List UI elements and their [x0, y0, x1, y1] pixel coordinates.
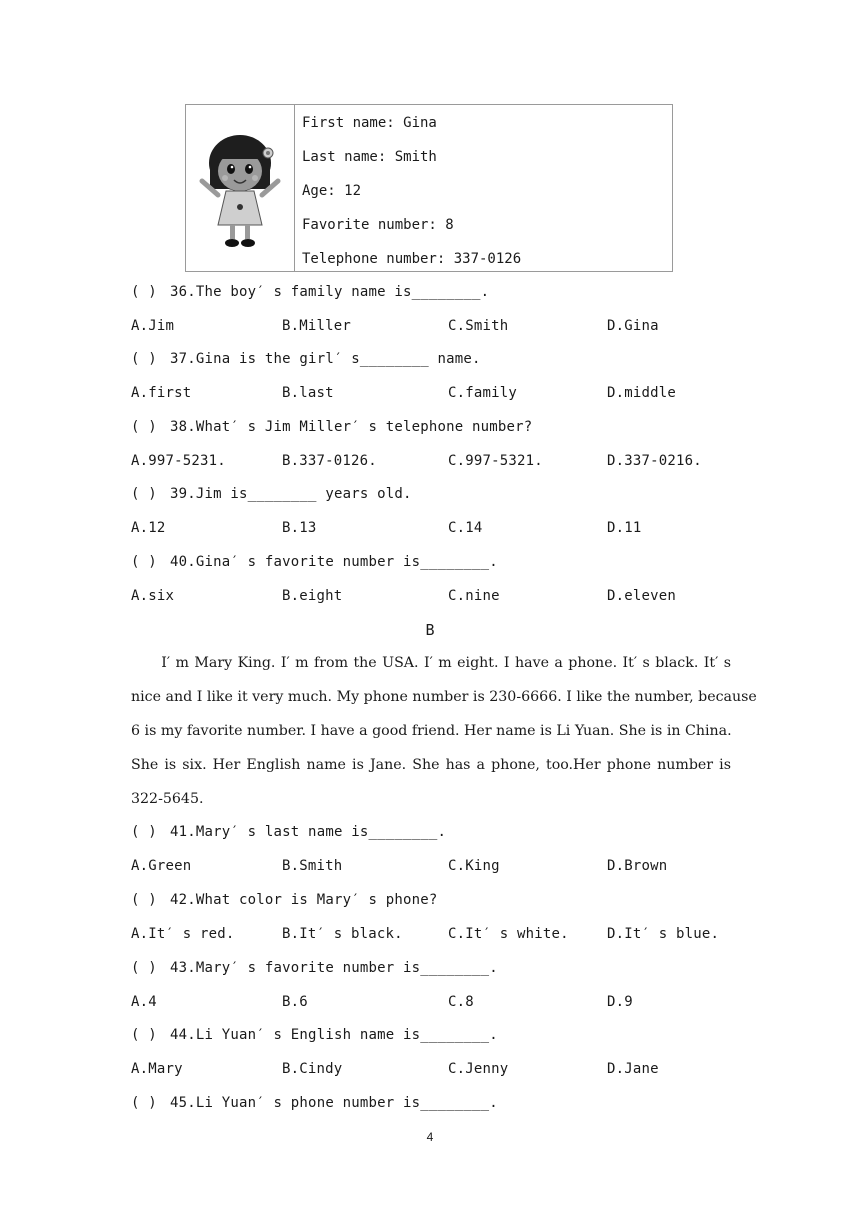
- option-d[interactable]: D.Gina: [607, 318, 659, 334]
- option-d[interactable]: D.337-0216.: [607, 453, 702, 469]
- favorite-number-line: Favorite number: 8: [302, 217, 454, 233]
- option-b[interactable]: B.Cindy: [282, 1061, 343, 1077]
- option-d[interactable]: D.Jane: [607, 1061, 659, 1077]
- option-c[interactable]: C.nine: [448, 588, 500, 604]
- question-text: 38.What′ s Jim Miller′ s telephone number?: [170, 419, 533, 435]
- option-c[interactable]: C.14: [448, 520, 483, 536]
- option-a[interactable]: A.Jim: [131, 318, 175, 334]
- girl-illustration: [186, 105, 295, 271]
- question-text: 39.Jim is________ years old.: [170, 486, 412, 502]
- reading-passage: [131, 646, 757, 816]
- passage-line: She is six. Her English name is Jane. She has a phone, too.Her phone number is: [131, 757, 731, 773]
- option-b[interactable]: B.337-0126.: [282, 453, 377, 469]
- option-a[interactable]: A.Mary: [131, 1061, 183, 1077]
- option-c[interactable]: C.997-5321.: [448, 453, 543, 469]
- option-a[interactable]: A.Green: [131, 858, 192, 874]
- passage-line: nice and I like it very much. My phone number is 230-6666. I like the number, because: [131, 689, 757, 705]
- option-d[interactable]: D.eleven: [607, 588, 677, 604]
- option-a[interactable]: A.first: [131, 385, 192, 401]
- option-d[interactable]: D.It′ s blue.: [607, 926, 720, 942]
- option-a[interactable]: A.4: [131, 994, 157, 1010]
- answer-blank[interactable]: ( ): [131, 960, 157, 976]
- last-name-line: Last name: Smith: [302, 149, 437, 165]
- answer-blank[interactable]: ( ): [131, 351, 157, 367]
- option-c[interactable]: C.Jenny: [448, 1061, 509, 1077]
- page-number: 4: [426, 1130, 434, 1144]
- telephone-number-line: Telephone number: 337-0126: [302, 251, 522, 267]
- option-d[interactable]: D.9: [607, 994, 633, 1010]
- option-a[interactable]: A.six: [131, 588, 175, 604]
- question-text: 41.Mary′ s last name is________.: [170, 824, 447, 840]
- first-name-line: First name: Gina: [302, 115, 437, 131]
- option-c[interactable]: C.It′ s white.: [448, 926, 569, 942]
- question-text: 44.Li Yuan′ s English name is________.: [170, 1027, 498, 1043]
- question-text: 45.Li Yuan′ s phone number is________.: [170, 1095, 498, 1111]
- question-text: 37.Gina is the girl′ s________ name.: [170, 351, 481, 367]
- answer-blank[interactable]: ( ): [131, 419, 157, 435]
- info-card: [185, 104, 673, 272]
- answer-blank[interactable]: ( ): [131, 486, 157, 502]
- option-b[interactable]: B.eight: [282, 588, 343, 604]
- option-c[interactable]: C.King: [448, 858, 500, 874]
- option-b[interactable]: B.It′ s black.: [282, 926, 403, 942]
- option-d[interactable]: D.11: [607, 520, 642, 536]
- option-a[interactable]: A.997-5231.: [131, 453, 226, 469]
- option-a[interactable]: A.It′ s red.: [131, 926, 235, 942]
- age-line: Age: 12: [302, 183, 362, 199]
- girl-cartoon-icon: [196, 133, 284, 251]
- passage-line: 6 is my favorite number. I have a good friend. Her name is Li Yuan. She is in China.: [131, 723, 732, 739]
- answer-blank[interactable]: ( ): [131, 824, 157, 840]
- option-d[interactable]: D.middle: [607, 385, 677, 401]
- option-b[interactable]: B.Miller: [282, 318, 352, 334]
- section-heading: B: [425, 621, 435, 639]
- option-c[interactable]: C.family: [448, 385, 518, 401]
- option-c[interactable]: C.Smith: [448, 318, 509, 334]
- answer-blank[interactable]: ( ): [131, 284, 157, 300]
- question-text: 36.The boy′ s family name is________.: [170, 284, 490, 300]
- question-text: 40.Gina′ s favorite number is________.: [170, 554, 498, 570]
- answer-blank[interactable]: ( ): [131, 1027, 157, 1043]
- answer-blank[interactable]: ( ): [131, 554, 157, 570]
- question-text: 43.Mary′ s favorite number is________.: [170, 960, 498, 976]
- option-a[interactable]: A.12: [131, 520, 166, 536]
- answer-blank[interactable]: ( ): [131, 1095, 157, 1111]
- option-b[interactable]: B.last: [282, 385, 334, 401]
- option-c[interactable]: C.8: [448, 994, 474, 1010]
- option-b[interactable]: B.6: [282, 994, 308, 1010]
- option-d[interactable]: D.Brown: [607, 858, 668, 874]
- answer-blank[interactable]: ( ): [131, 892, 157, 908]
- option-b[interactable]: B.Smith: [282, 858, 343, 874]
- passage-line: 322-5645.: [131, 791, 204, 807]
- question-text: 42.What color is Mary′ s phone?: [170, 892, 438, 908]
- option-b[interactable]: B.13: [282, 520, 317, 536]
- passage-line: I′ m Mary King. I′ m from the USA. I′ m eight. I have a phone. It′ s black. It′ s: [131, 655, 731, 671]
